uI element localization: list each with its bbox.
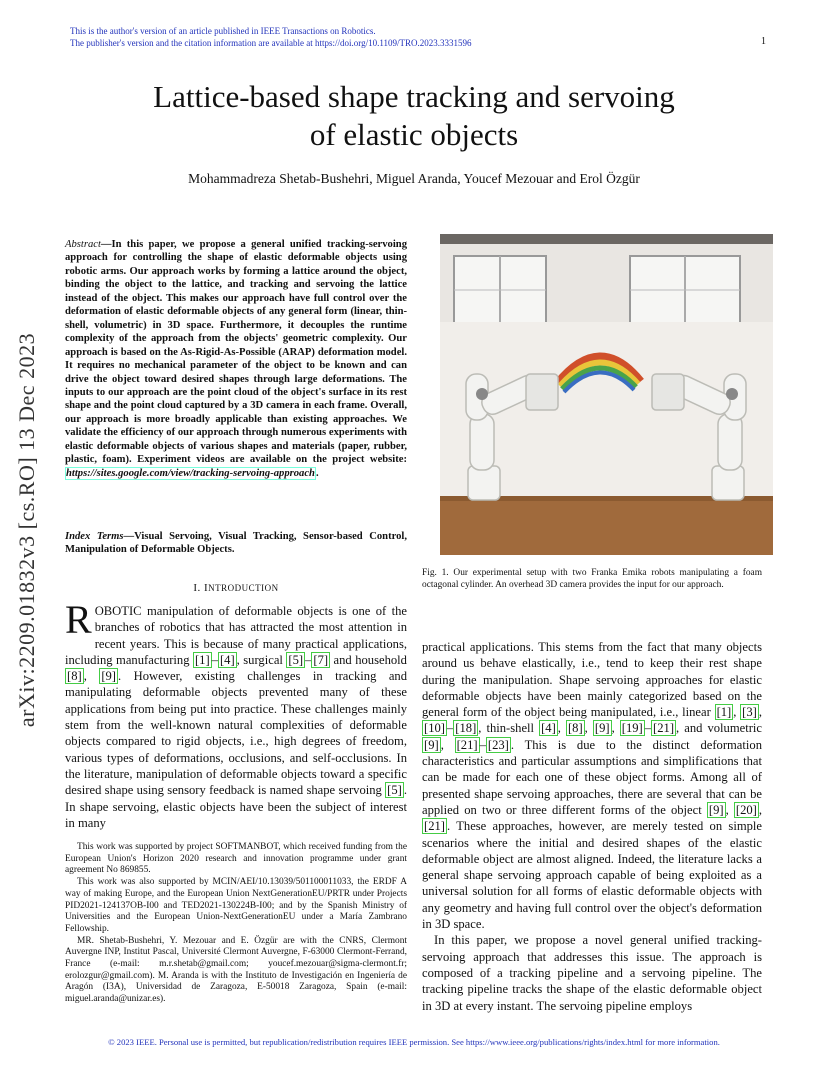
author-list: Mohammadreza Shetab-Bushehri, Miguel Aranda, Youcef Mezouar and Erol Özgür bbox=[188, 171, 640, 186]
citation-link[interactable]: [8] bbox=[567, 721, 583, 736]
paragraph-shape-servoing bbox=[422, 639, 762, 932]
figure-caption: Fig. 1. Our experimental setup with two Franka Emika robots manipulating a foam octagonal cylinder. An overhead 3D camera provides the input for our approach. bbox=[422, 568, 762, 590]
text-run: , bbox=[557, 721, 566, 736]
text-run: . In shape servoing, elastic objects have been the subject of interest in many bbox=[65, 783, 407, 830]
page-number: 1 bbox=[761, 36, 766, 47]
text-run: , bbox=[733, 705, 741, 720]
section-heading: I. INTRODUCTION bbox=[193, 582, 279, 594]
citation-link[interactable]: [3] bbox=[742, 705, 757, 720]
text-run: , thin-shell bbox=[478, 721, 540, 736]
citation-link[interactable]: [19] bbox=[621, 721, 643, 736]
text-run: , and volumetric bbox=[676, 721, 763, 736]
project-website-link[interactable]: https://sites.google.com/view/tracking-servoing-approach bbox=[66, 467, 315, 479]
title-line-1: Lattice-based shape tracking and servoing bbox=[153, 79, 675, 114]
arxiv-stamp bbox=[2, 300, 52, 760]
index-terms-text: —Visual Servoing, Visual Tracking, Sensor-based Control, Manipulation of Deformable Objects. bbox=[65, 531, 407, 556]
paragraph-proposed-approach: In this paper, we propose a novel general unified tracking-servoing approach that addresses this issue. The approach is composed of a tracking pipeline and a servoing pipeline. The tracking pipeline tracks the shape of the elastic deformable object in 3D at every instant. The servoing pipeline employs bbox=[422, 933, 762, 1013]
figure-robot-setup bbox=[440, 234, 773, 555]
text-run: . However, existing challenges in tracking and manipulating deformable objects prevented many of these applications from being put into practice. These challenges mainly stem from the well-known natural complexities of deformable objects compared to rigid objects, i.e., high degrees of freedom, various types of deformations, occlusions, and self-occlusions. In the literature, manipulation of deformable objects toward a specific desired shape using sensory feedback is named shape servoing bbox=[65, 669, 408, 798]
index-terms bbox=[65, 530, 407, 557]
text-run: – bbox=[479, 737, 486, 752]
citation-link[interactable]: [9] bbox=[101, 669, 116, 684]
footnote-funding: This work was supported by project SOFTMANBOT, which received funding from the European Union's Horizon 2020 research and innovation programme under grant agreement No 869855. bbox=[65, 842, 407, 876]
citation-link[interactable]: [4] bbox=[541, 721, 556, 736]
citation-link[interactable]: [21] bbox=[424, 819, 445, 834]
copyright-footer: © 2023 IEEE. Personal use is permitted, but republication/redistribution requires IEEE permission. See https://www.ieee.org/publications/rights/index.html for more information. bbox=[108, 1037, 720, 1047]
text-run: and household bbox=[330, 652, 407, 667]
citation-link[interactable]: [9] bbox=[708, 802, 724, 817]
citation-link[interactable]: [18] bbox=[455, 721, 477, 736]
citation-link[interactable]: [7] bbox=[313, 652, 329, 667]
arxiv-stamp-text: arXiv:2209.01832v3 [cs.RO] 13 Dec 2023 bbox=[14, 332, 39, 728]
citation-link[interactable]: [8] bbox=[67, 669, 82, 684]
text-run: OBOTIC manipulation of deformable objects is one of the branches of robotics that has attracted the most attention in recent years. This is because of many practical applications, including manufacturing bbox=[65, 604, 407, 667]
citation-link[interactable]: [4] bbox=[219, 652, 235, 667]
citation-link[interactable]: [1] bbox=[716, 705, 732, 720]
drop-cap: R bbox=[65, 597, 92, 642]
right-column-text bbox=[422, 639, 762, 1014]
text-run: . This is due to the distinct deformation characteristics and particular assumptions and simplifications that can be made for each one of these object forms. Among all of presented shape servoing approaches, there are several that can be applied on two or three different forms of the object bbox=[422, 737, 762, 817]
publication-notice bbox=[70, 25, 472, 49]
citation-link[interactable]: [21] bbox=[456, 737, 478, 752]
index-terms-label: Index Terms bbox=[65, 531, 124, 542]
text-run: practical applications. This stems from the fact that many objects around us behave elastically, i.e., tend to keep their rest shape during the manipulation. Shape servoing approaches for elastic deformable objects have been mainly categorized based on the general form of the object being manipulated, i.e., linear bbox=[422, 640, 762, 720]
robot-setup-photo bbox=[440, 234, 773, 555]
abstract-end: . bbox=[315, 467, 319, 479]
text-run: , bbox=[725, 802, 734, 817]
text-run: , bbox=[584, 721, 593, 736]
footnote-affiliations: MR. Shetab-Bushehri, Y. Mezouar and E. Özgür are with the CNRS, Clermont Auvergne INP, Institut Pascal, Université Clermont Auvergne, F-63000 Clermont-Ferrand, France (e-mail: m.r.shetab@gmail.com; youcef.mezouar@sigma-clermont.fr; erolozgur@gmail.com). M. Aranda is with the Instituto de Investigación en Ingeniería de Aragón (I3A), Universidad de Zaragoza, E-50018 Zaragoza, Spain (e-mail: miguel.aranda@unizar.es). bbox=[65, 935, 407, 1005]
citation-link[interactable]: [20] bbox=[735, 802, 757, 817]
text-run: – bbox=[446, 721, 454, 736]
citation-link[interactable]: [10] bbox=[424, 721, 445, 736]
citation-link[interactable]: [5] bbox=[288, 652, 304, 667]
title-line-2: of elastic objects bbox=[309, 117, 519, 152]
text-run: – bbox=[305, 652, 312, 667]
text-run: . These approaches, however, are merely tested on simple scenarios where the initial and desired shapes of the elastic deformable object are almost aligned. Indeed, the literature lacks a general shape servoing approach capable of being exploited as a universal solution for all forms of elastic deformable objects with any geometry and having full control over the object's deformation in 3D space. bbox=[422, 819, 762, 932]
citation-link[interactable]: [23] bbox=[487, 737, 509, 752]
citation-link[interactable]: [5] bbox=[387, 783, 402, 798]
citation-link[interactable]: [1] bbox=[194, 652, 210, 667]
abstract bbox=[65, 238, 407, 480]
text-run: , bbox=[611, 721, 620, 736]
notice-line-2[interactable]: The publisher's version and the citation information are available at https://doi.org/10.1109/TRO.2023.3331596 bbox=[70, 38, 472, 48]
text-run: , bbox=[758, 802, 763, 817]
text-run: – bbox=[644, 721, 652, 736]
abstract-text: —In this paper, we propose a general unified tracking-servoing approach for controlling the shape of elastic deformable objects using robotic arms. Our approach works by forming a lattice around the object, binding the object to the lattice, and tracking and servoing the lattice instead of the object. This makes our approach have full control over the deformation of elastic deformable objects of any general form (linear, thin-shell, volumetric) in 3D space. Furthermore, it decouples the runtime complexity of the approach from the objects' geometric complexity. Our approach is based on the As-Rigid-As-Possible (ARAP) deformation model. It requires no mechanical parameter of the object to be known and can drive the object toward desired shapes through large deformations. The inputs to our approach are the point cloud of the object's surface in its rest shape and the point cloud captured by a 3D camera in each frame. Overall, our approach is more broadly applicable than existing approaches. We validate the efficiency of our approach through numerous experiments with elastic deformable objects of various shapes and materials (paper, rubber, plastic, foam). Experiment videos are available on the project website: bbox=[65, 239, 407, 466]
text-run: – bbox=[211, 652, 218, 667]
notice-line-1: This is the author's version of an article published in IEEE Transactions on Robotics. bbox=[70, 26, 376, 36]
abstract-label: Abstract bbox=[65, 239, 101, 250]
paper-title bbox=[80, 78, 748, 154]
citation-link[interactable]: [9] bbox=[424, 737, 439, 752]
text-run: , bbox=[83, 669, 100, 684]
text-run: , bbox=[758, 705, 762, 720]
citation-link[interactable]: [9] bbox=[594, 721, 610, 736]
text-run: , bbox=[440, 737, 455, 752]
footnotes bbox=[65, 842, 407, 1006]
footnote-funding-2: This work was also supported by MCIN/AEI/10.13039/501100011033, the ERDF A way of making Europe, and the European Union NextGenerationEU/PRTR under Projects PID2021-124137OB-I00 and TED2021-130224B-I00; and by the Spanish Ministry of Universities and the European Union-NextGenerationEU under a María Zambrano Fellowship. bbox=[65, 877, 407, 934]
citation-link[interactable]: [21] bbox=[653, 721, 675, 736]
introduction-paragraph bbox=[65, 597, 408, 831]
text-run: , surgical bbox=[236, 652, 287, 667]
